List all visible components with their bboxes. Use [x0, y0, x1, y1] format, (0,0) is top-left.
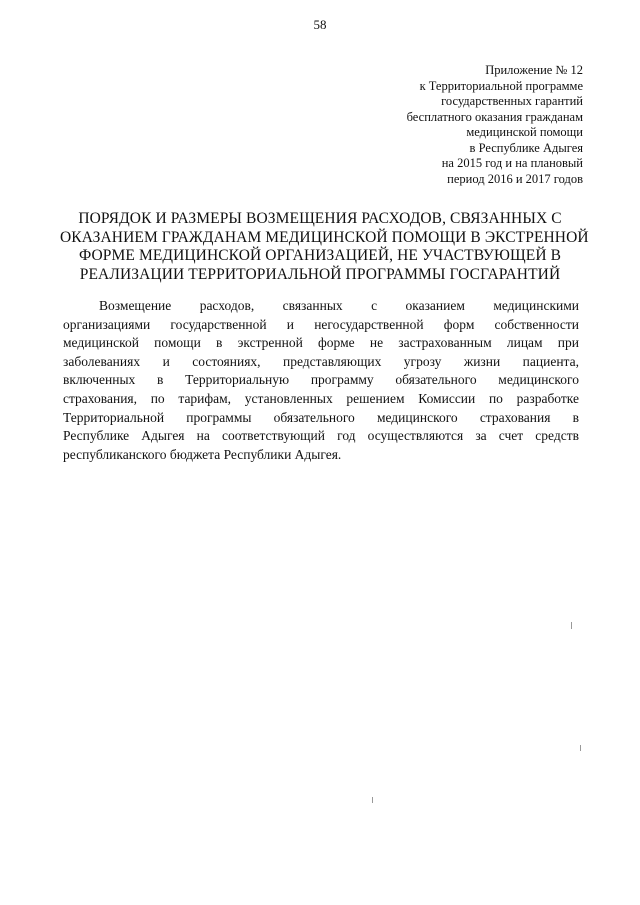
- appendix-line: бесплатного оказания гражданам: [406, 109, 583, 124]
- title-line: ПОРЯДОК И РАЗМЕРЫ ВОЗМЕЩЕНИЯ РАСХОДОВ, СВЯЗАННЫХ С: [78, 210, 562, 227]
- body-line: Республике Адыгея на соответствующий год осуществляются за счет средств: [63, 428, 579, 444]
- body-line: республиканского бюджета Республики Адыгея.: [63, 446, 342, 462]
- page-number: 58: [313, 17, 327, 32]
- appendix-header: [283, 63, 583, 187]
- appendix-line: к Территориальной программе: [419, 78, 583, 93]
- appendix-line: период 2016 и 2017 годов: [447, 171, 583, 186]
- appendix-line: на 2015 год и на плановый: [441, 156, 583, 170]
- body-line: заболеваниях и состояниях, представляющих угрозу жизни пациента,: [63, 353, 579, 369]
- scan-speck: [580, 745, 581, 751]
- body-line: страхования, по тарифам, установленных решением Комиссии по разработке: [63, 390, 579, 406]
- body-paragraph: [63, 297, 579, 464]
- title-line: ФОРМЕ МЕДИЦИНСКОЙ ОРГАНИЗАЦИЕЙ, НЕ УЧАСТВУЮЩЕЙ В: [78, 247, 562, 264]
- body-line: Возмещение расходов, связанных с оказанием медицинскими: [99, 298, 579, 313]
- scan-speck: [372, 797, 373, 803]
- body-line: Территориальной программы обязательного медицинского страхования в: [63, 409, 579, 425]
- document-title: [60, 210, 589, 284]
- title-line: ОКАЗАНИЕМ ГРАЖДАНАМ МЕДИЦИНСКОЙ ПОМОЩИ В ЭКСТРЕННОЙ: [60, 228, 589, 246]
- appendix-line: в Республике Адыгея: [469, 140, 583, 155]
- appendix-line: государственных гарантий: [441, 94, 583, 108]
- appendix-line: медицинской помощи: [466, 125, 583, 139]
- body-line: организациями государственной и негосударственной форм собственности: [63, 316, 579, 332]
- body-line: медицинской помощи в экстренной форме не застрахованным лицам при: [63, 335, 579, 351]
- scan-speck: [571, 622, 572, 629]
- title-line: РЕАЛИЗАЦИИ ТЕРРИТОРИАЛЬНОЙ ПРОГРАММЫ ГОСГАРАНТИЙ: [79, 265, 561, 283]
- appendix-line: Приложение № 12: [485, 63, 583, 77]
- body-line: включенных в Территориальную программу обязательного медицинского: [63, 372, 579, 388]
